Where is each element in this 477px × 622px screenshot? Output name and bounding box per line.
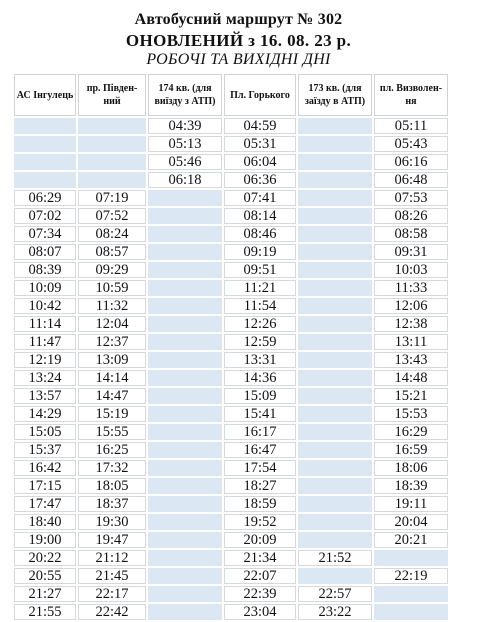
time-cell: 06:18	[148, 172, 222, 188]
time-cell: 13:57	[14, 388, 76, 404]
time-cell: 19:47	[78, 532, 146, 548]
empty-cell	[148, 388, 222, 404]
table-row	[14, 334, 448, 350]
time-cell: 07:34	[14, 226, 76, 242]
empty-cell	[298, 496, 372, 512]
time-cell: 20:55	[14, 568, 76, 584]
empty-cell	[374, 550, 448, 566]
time-cell: 08:26	[374, 208, 448, 224]
time-cell: 07:41	[224, 190, 296, 206]
header-row	[14, 74, 448, 116]
time-cell: 14:29	[14, 406, 76, 422]
updated-date: ОНОВЛЕНИЙ з 16. 08. 23 р.	[125, 31, 352, 50]
empty-cell	[298, 118, 372, 134]
empty-cell	[298, 262, 372, 278]
time-cell: 11:54	[224, 298, 296, 314]
table-row	[14, 514, 448, 530]
time-cell: 08:24	[78, 226, 146, 242]
empty-cell	[148, 370, 222, 386]
time-cell: 22:39	[224, 586, 296, 602]
empty-cell	[298, 208, 372, 224]
empty-cell	[148, 514, 222, 530]
time-cell: 11:32	[78, 298, 146, 314]
time-cell: 09:51	[224, 262, 296, 278]
time-cell: 08:58	[374, 226, 448, 242]
time-cell: 05:43	[374, 136, 448, 152]
column-header: пл. Визволен-ня	[374, 74, 448, 116]
table-row	[14, 262, 448, 278]
empty-cell	[148, 280, 222, 296]
time-cell: 13:43	[374, 352, 448, 368]
table-row	[14, 172, 448, 188]
table-row	[14, 460, 448, 476]
empty-cell	[298, 460, 372, 476]
empty-cell	[148, 550, 222, 566]
time-cell: 06:16	[374, 154, 448, 170]
time-cell: 19:52	[224, 514, 296, 530]
empty-cell	[148, 334, 222, 350]
time-cell: 18:06	[374, 460, 448, 476]
time-cell: 14:14	[78, 370, 146, 386]
time-cell: 05:13	[148, 136, 222, 152]
empty-cell	[148, 442, 222, 458]
time-cell: 15:41	[224, 406, 296, 422]
time-cell: 09:19	[224, 244, 296, 260]
timetable-body	[14, 118, 448, 620]
time-cell: 07:52	[78, 208, 146, 224]
empty-cell	[148, 460, 222, 476]
empty-cell	[298, 316, 372, 332]
time-cell: 06:48	[374, 172, 448, 188]
empty-cell	[148, 568, 222, 584]
empty-cell	[298, 478, 372, 494]
table-row	[14, 280, 448, 296]
time-cell: 22:19	[374, 568, 448, 584]
time-cell: 15:55	[78, 424, 146, 440]
column-header: 174 кв. (для виїзду з АТП)	[148, 74, 222, 116]
time-cell: 21:34	[224, 550, 296, 566]
table-row	[14, 136, 448, 152]
timetable	[12, 72, 450, 622]
empty-cell	[148, 190, 222, 206]
time-cell: 10:09	[14, 280, 76, 296]
route-title: Автобусний маршрут № 302	[134, 11, 343, 28]
empty-cell	[298, 442, 372, 458]
empty-cell	[78, 154, 146, 170]
empty-cell	[298, 388, 372, 404]
table-row	[14, 568, 448, 584]
table-row	[14, 370, 448, 386]
time-cell: 14:36	[224, 370, 296, 386]
time-cell: 07:19	[78, 190, 146, 206]
table-row	[14, 496, 448, 512]
table-row	[14, 298, 448, 314]
table-row	[14, 244, 448, 260]
column-header: 173 кв. (для заїзду в АТП)	[298, 74, 372, 116]
empty-cell	[298, 154, 372, 170]
time-cell: 05:11	[374, 118, 448, 134]
time-cell: 14:48	[374, 370, 448, 386]
column-header: Пл. Горького	[224, 74, 296, 116]
empty-cell	[148, 352, 222, 368]
time-cell: 15:53	[374, 406, 448, 422]
empty-cell	[148, 208, 222, 224]
time-cell: 17:15	[14, 478, 76, 494]
time-cell: 07:53	[374, 190, 448, 206]
time-cell: 08:07	[14, 244, 76, 260]
column-header: пр. Півден-ний	[78, 74, 146, 116]
empty-cell	[148, 316, 222, 332]
time-cell: 17:47	[14, 496, 76, 512]
empty-cell	[298, 406, 372, 422]
empty-cell	[148, 262, 222, 278]
time-cell: 06:36	[224, 172, 296, 188]
time-cell: 13:09	[78, 352, 146, 368]
time-cell: 22:57	[298, 586, 372, 602]
time-cell: 19:00	[14, 532, 76, 548]
time-cell: 21:55	[14, 604, 76, 620]
time-cell: 15:19	[78, 406, 146, 422]
time-cell: 11:14	[14, 316, 76, 332]
time-cell: 17:32	[78, 460, 146, 476]
empty-cell	[298, 334, 372, 350]
time-cell: 23:22	[298, 604, 372, 620]
empty-cell	[298, 514, 372, 530]
time-cell: 16:29	[374, 424, 448, 440]
time-cell: 21:12	[78, 550, 146, 566]
table-row	[14, 118, 448, 134]
time-cell: 15:09	[224, 388, 296, 404]
time-cell: 18:39	[374, 478, 448, 494]
time-cell: 08:57	[78, 244, 146, 260]
empty-cell	[298, 568, 372, 584]
time-cell: 17:54	[224, 460, 296, 476]
time-cell: 11:33	[374, 280, 448, 296]
time-cell: 09:31	[374, 244, 448, 260]
table-row	[14, 550, 448, 566]
time-cell: 18:40	[14, 514, 76, 530]
empty-cell	[78, 136, 146, 152]
time-cell: 04:39	[148, 118, 222, 134]
empty-cell	[298, 226, 372, 242]
time-cell: 11:21	[224, 280, 296, 296]
empty-cell	[148, 496, 222, 512]
time-cell: 14:47	[78, 388, 146, 404]
table-row	[14, 532, 448, 548]
empty-cell	[148, 298, 222, 314]
empty-cell	[148, 226, 222, 242]
time-cell: 11:47	[14, 334, 76, 350]
empty-cell	[148, 244, 222, 260]
table-row	[14, 604, 448, 620]
time-cell: 06:29	[14, 190, 76, 206]
table-row	[14, 226, 448, 242]
time-cell: 15:05	[14, 424, 76, 440]
time-cell: 06:04	[224, 154, 296, 170]
time-cell: 22:42	[78, 604, 146, 620]
time-cell: 21:52	[298, 550, 372, 566]
time-cell: 22:07	[224, 568, 296, 584]
time-cell: 10:59	[78, 280, 146, 296]
time-cell: 08:46	[224, 226, 296, 242]
time-cell: 21:27	[14, 586, 76, 602]
time-cell: 09:29	[78, 262, 146, 278]
time-cell: 20:09	[224, 532, 296, 548]
time-cell: 16:25	[78, 442, 146, 458]
empty-cell	[148, 604, 222, 620]
time-cell: 05:31	[224, 136, 296, 152]
table-row	[14, 406, 448, 422]
empty-cell	[298, 424, 372, 440]
empty-cell	[298, 532, 372, 548]
time-cell: 10:42	[14, 298, 76, 314]
time-cell: 15:37	[14, 442, 76, 458]
empty-cell	[298, 370, 372, 386]
time-cell: 12:38	[374, 316, 448, 332]
time-cell: 21:45	[78, 568, 146, 584]
empty-cell	[148, 532, 222, 548]
time-cell: 19:30	[78, 514, 146, 530]
time-cell: 16:17	[224, 424, 296, 440]
time-cell: 18:05	[78, 478, 146, 494]
empty-cell	[298, 352, 372, 368]
empty-cell	[14, 136, 76, 152]
time-cell: 13:11	[374, 334, 448, 350]
empty-cell	[148, 424, 222, 440]
time-cell: 19:11	[374, 496, 448, 512]
time-cell: 12:26	[224, 316, 296, 332]
time-cell: 16:59	[374, 442, 448, 458]
time-cell: 13:31	[224, 352, 296, 368]
time-cell: 12:19	[14, 352, 76, 368]
table-row	[14, 424, 448, 440]
empty-cell	[78, 172, 146, 188]
time-cell: 16:47	[224, 442, 296, 458]
time-cell: 07:02	[14, 208, 76, 224]
empty-cell	[148, 406, 222, 422]
empty-cell	[298, 172, 372, 188]
table-row	[14, 316, 448, 332]
table-row	[14, 388, 448, 404]
table-row	[14, 442, 448, 458]
empty-cell	[298, 280, 372, 296]
time-cell: 12:06	[374, 298, 448, 314]
time-cell: 18:59	[224, 496, 296, 512]
table-row	[14, 478, 448, 494]
empty-cell	[14, 154, 76, 170]
time-cell: 23:04	[224, 604, 296, 620]
empty-cell	[78, 118, 146, 134]
empty-cell	[148, 478, 222, 494]
time-cell: 13:24	[14, 370, 76, 386]
empty-cell	[298, 190, 372, 206]
table-row	[14, 190, 448, 206]
time-cell: 18:27	[224, 478, 296, 494]
empty-cell	[298, 298, 372, 314]
days-subtitle: РОБОЧІ ТА ВИХІДНІ ДНІ	[146, 51, 331, 68]
time-cell: 12:59	[224, 334, 296, 350]
empty-cell	[374, 604, 448, 620]
time-cell: 08:14	[224, 208, 296, 224]
empty-cell	[14, 118, 76, 134]
time-cell: 20:21	[374, 532, 448, 548]
empty-cell	[298, 244, 372, 260]
table-row	[14, 154, 448, 170]
time-cell: 18:37	[78, 496, 146, 512]
time-cell: 08:39	[14, 262, 76, 278]
table-row	[14, 352, 448, 368]
time-cell: 05:46	[148, 154, 222, 170]
empty-cell	[14, 172, 76, 188]
time-cell: 04:59	[224, 118, 296, 134]
time-cell: 20:04	[374, 514, 448, 530]
empty-cell	[298, 136, 372, 152]
time-cell: 12:37	[78, 334, 146, 350]
time-cell: 22:17	[78, 586, 146, 602]
time-cell: 10:03	[374, 262, 448, 278]
time-cell: 15:21	[374, 388, 448, 404]
time-cell: 12:04	[78, 316, 146, 332]
time-cell: 20:22	[14, 550, 76, 566]
time-cell: 16:42	[14, 460, 76, 476]
table-row	[14, 208, 448, 224]
column-header: АС Інгулець	[14, 74, 76, 116]
